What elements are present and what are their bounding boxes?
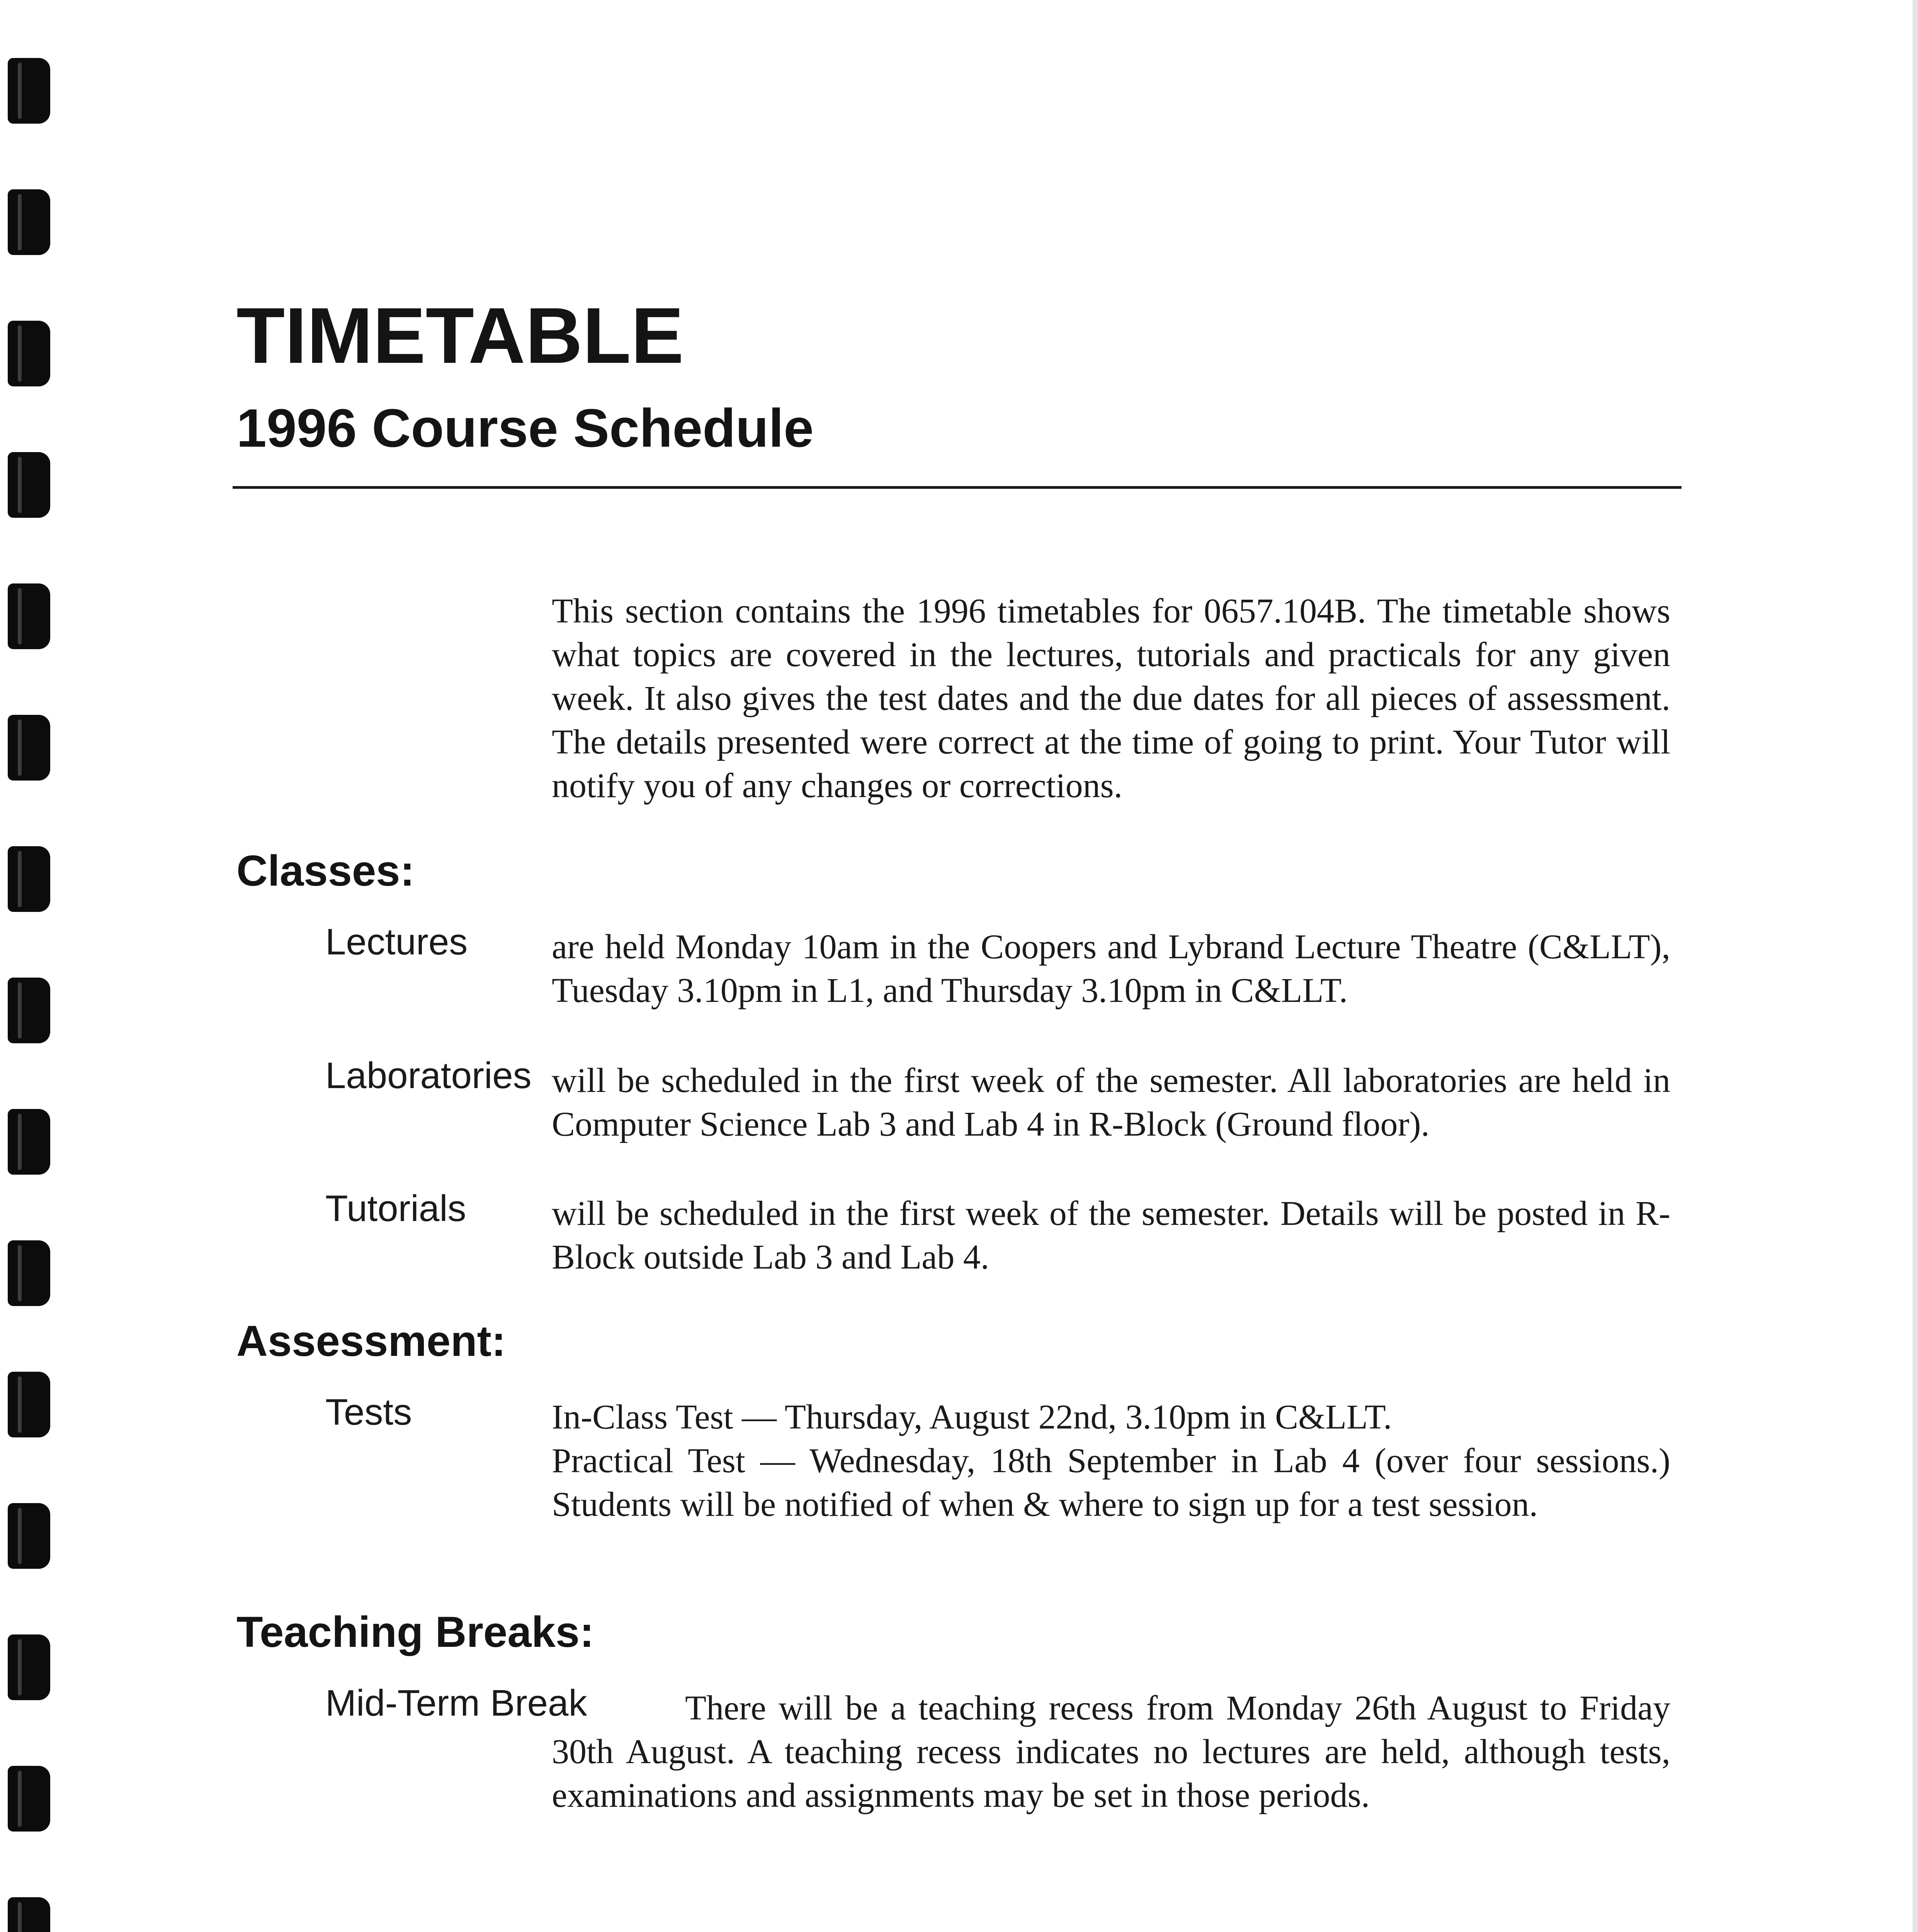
classes-heading: Classes: bbox=[236, 847, 415, 895]
page-edge bbox=[1913, 0, 1918, 1932]
binding-ring bbox=[8, 1634, 50, 1700]
binding-ring bbox=[8, 58, 50, 124]
practical-test: Practical Test — Wednesday, 18th September in Lab 4 (over four sessions.) Students will be notified of when & where to sign up for a test session. bbox=[552, 1442, 1670, 1524]
spiral-binding bbox=[0, 0, 66, 1932]
binding-ring bbox=[8, 189, 50, 255]
mid-term-break-label: Mid-Term Break bbox=[325, 1682, 587, 1724]
tests-text bbox=[552, 1395, 1670, 1526]
lectures-text: are held Monday 10am in the Coopers and Lybrand Lecture Theatre (C&LLT), Tuesday 3.10pm in L1, and Thursday 3.10pm in C&LLT. bbox=[552, 928, 1670, 1010]
binding-ring bbox=[8, 1240, 50, 1306]
binding-ring bbox=[8, 846, 50, 912]
binding-ring bbox=[8, 321, 50, 386]
binding-ring bbox=[8, 978, 50, 1043]
intro-paragraph: This section contains the 1996 timetables for 0657.104B. The timetable shows what topics are covered in the lectures, tutorials and practicals for any given week. It also gives the test dates and the due dates for all pieces of assessment. The details presented were correct at the time of going to print. Your Tutor will notify you of any changes or corrections. bbox=[552, 592, 1670, 805]
mid-term-break-text: There will be a teaching recess from Monday 26th August to Friday 30th August. A teaching recess indicates no lectures are held, although tests, examinations and assignments may be set in those periods. bbox=[552, 1689, 1670, 1815]
binding-ring bbox=[8, 452, 50, 518]
binding-ring bbox=[8, 1897, 50, 1932]
binding-ring bbox=[8, 1109, 50, 1175]
tutorials-text: will be scheduled in the first week of the semester. Details will be posted in R-Block outside Lab 3 and Lab 4. bbox=[552, 1194, 1670, 1276]
page-subtitle: 1996 Course Schedule bbox=[236, 398, 814, 458]
lectures-label: Lectures bbox=[325, 921, 468, 963]
header-divider bbox=[233, 486, 1682, 489]
tutorials-label: Tutorials bbox=[325, 1188, 466, 1229]
binding-ring bbox=[8, 1503, 50, 1569]
in-class-test: In-Class Test — Thursday, August 22nd, 3.10pm in C&LLT. bbox=[552, 1398, 1392, 1436]
laboratories-text: will be scheduled in the first week of the semester. All laboratories are held in Computer Science Lab 3 and Lab 4 in R-Block (Ground floor). bbox=[552, 1061, 1670, 1143]
binding-ring bbox=[8, 1766, 50, 1832]
assessment-heading: Assessment: bbox=[236, 1317, 506, 1365]
binding-ring bbox=[8, 1372, 50, 1437]
page-title: TIMETABLE bbox=[236, 291, 684, 380]
tests-label: Tests bbox=[325, 1391, 412, 1433]
laboratories-label: Laboratories bbox=[325, 1055, 532, 1096]
binding-ring bbox=[8, 583, 50, 649]
binding-ring bbox=[8, 715, 50, 781]
teaching-breaks-heading: Teaching Breaks: bbox=[236, 1608, 594, 1656]
